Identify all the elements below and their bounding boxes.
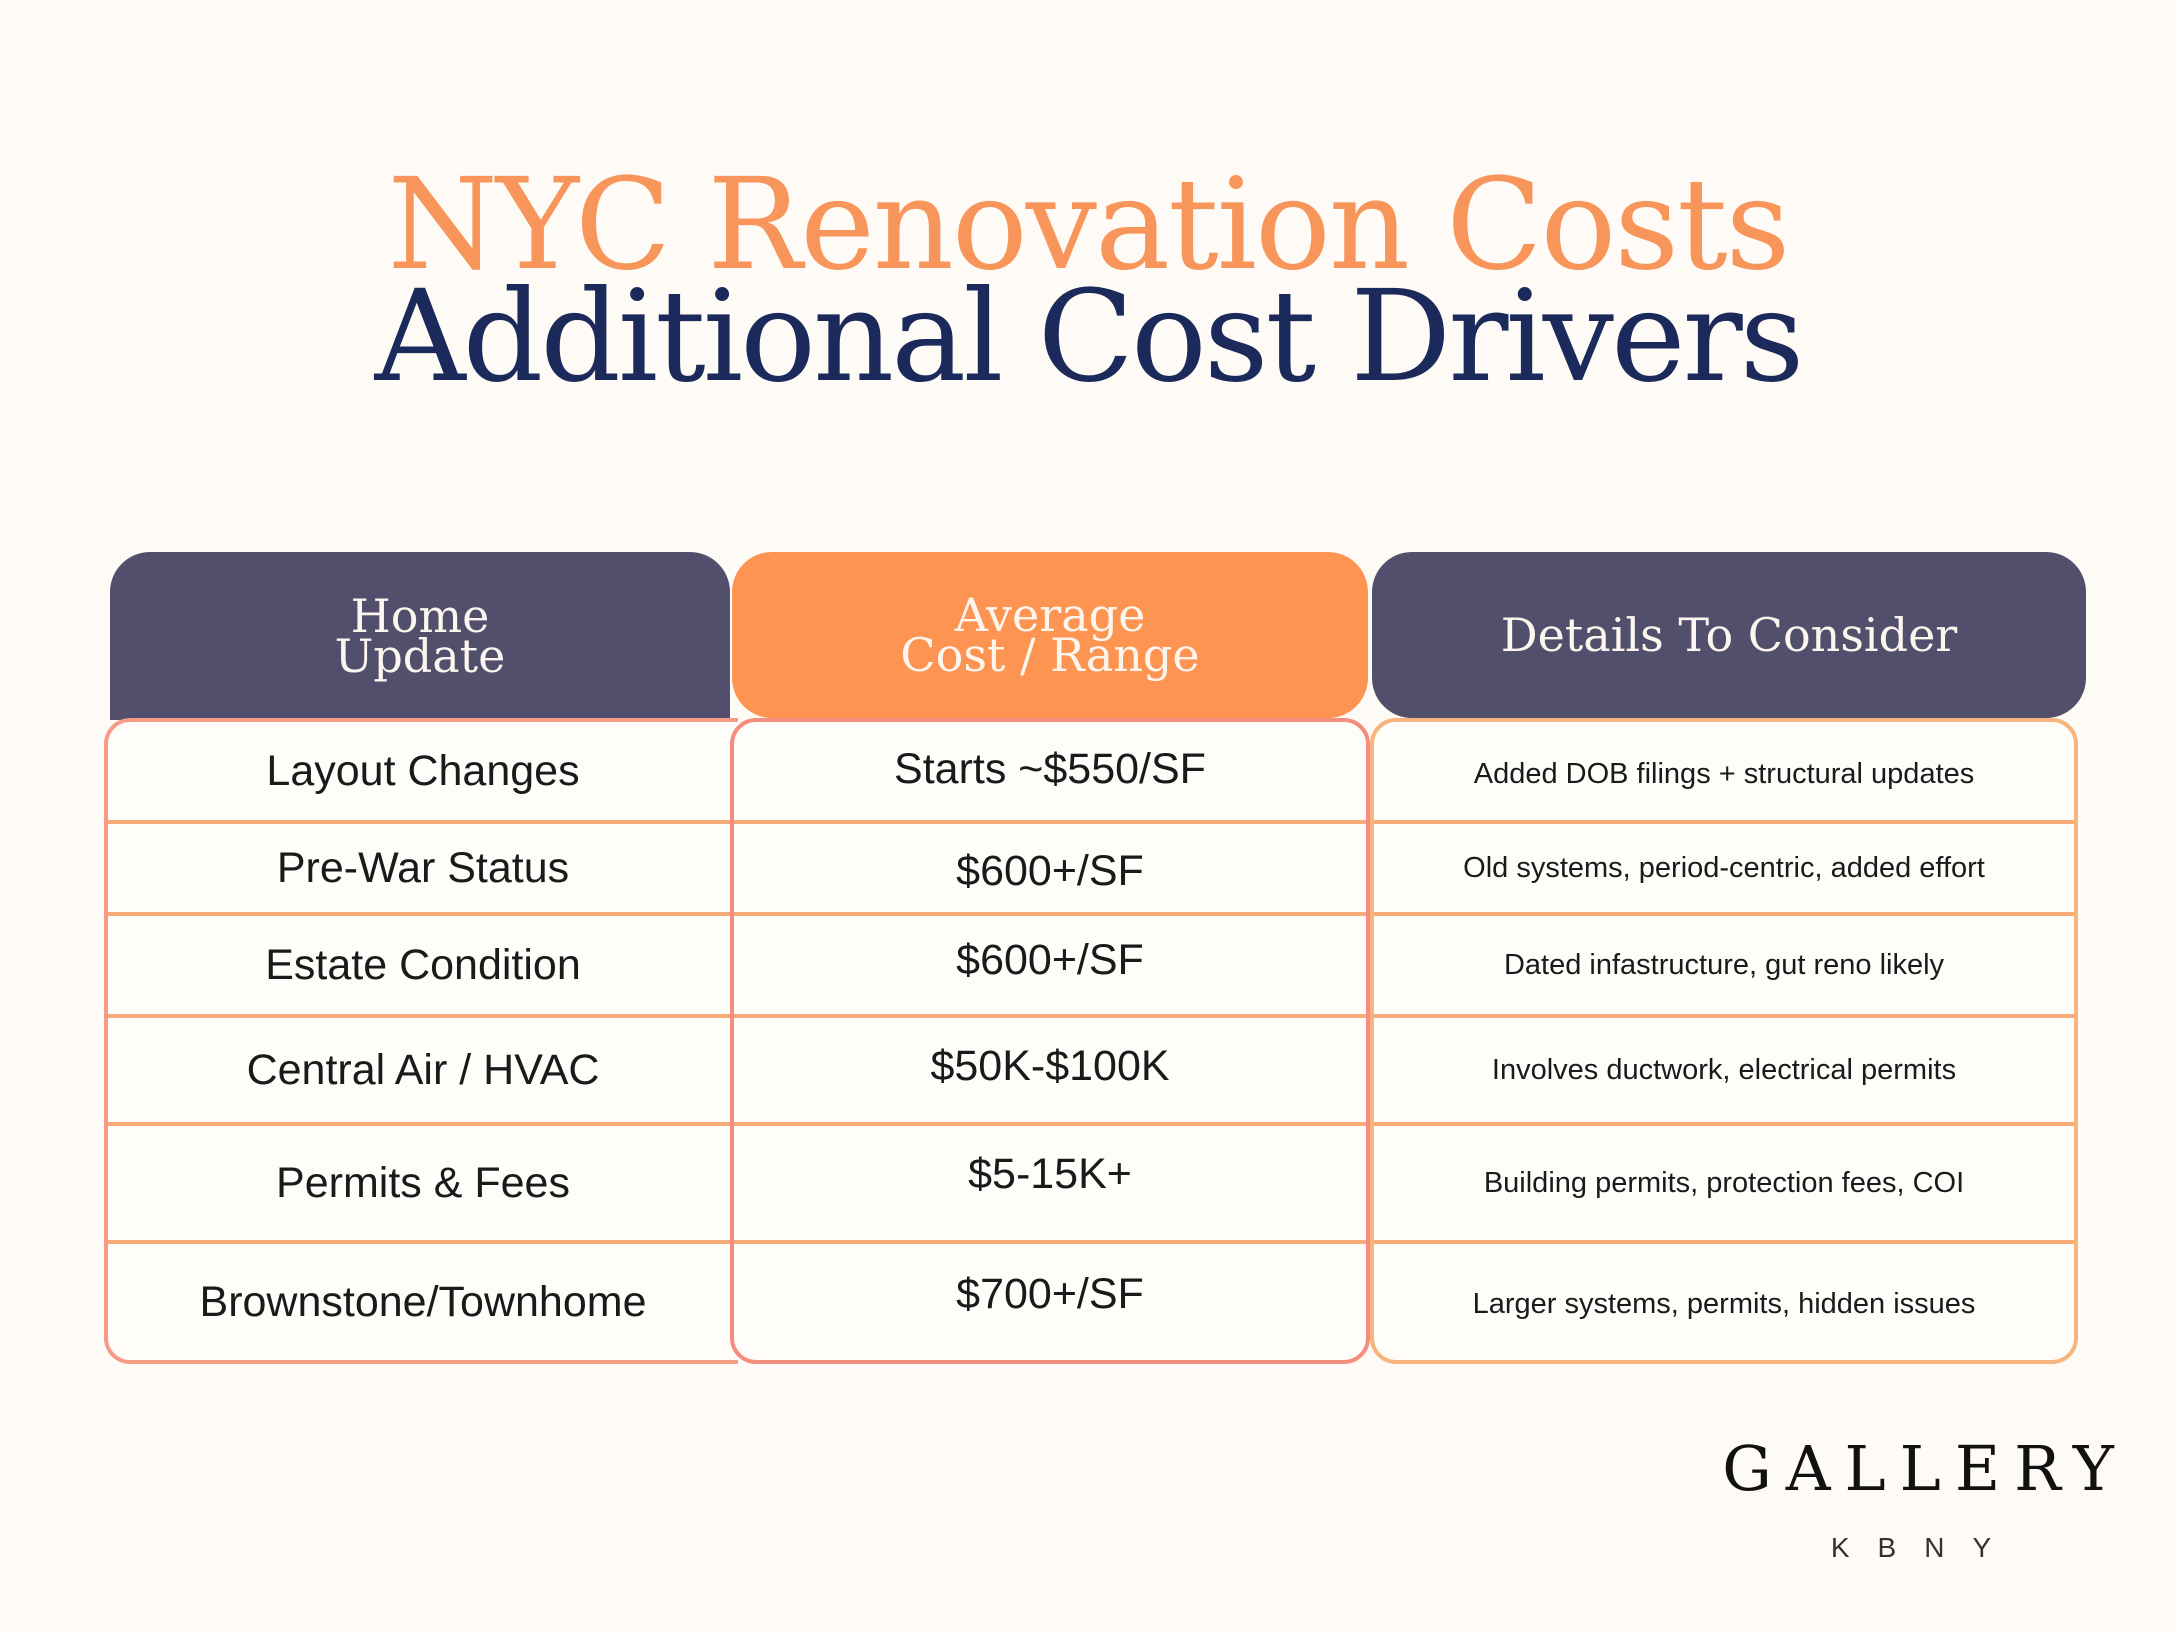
- column-details: [1370, 718, 2078, 1364]
- cell-cost-estate: $600+/SF: [956, 935, 1144, 984]
- cell-details-prewar: Old systems, period-centric, added effort: [1463, 851, 1985, 884]
- brand-logo-sub: KBNY: [1830, 1532, 2020, 1563]
- cell-cost-permits: $5-15K+: [968, 1149, 1132, 1198]
- cell-cost-layout: Starts ~$550/SF: [894, 744, 1206, 793]
- page-subtitle: Additional Cost Drivers: [374, 263, 1802, 410]
- cell-item-layout: Layout Changes: [266, 746, 580, 795]
- cell-details-brownstone: Larger systems, permits, hidden issues: [1472, 1287, 1976, 1320]
- cell-cost-brownstone: $700+/SF: [956, 1269, 1144, 1318]
- cell-item-brownstone: Brownstone/Townhome: [199, 1277, 647, 1326]
- column-home-update: [104, 718, 738, 1364]
- cell-item-permits: Permits & Fees: [276, 1158, 570, 1207]
- brand-logo: GALLERY: [1722, 1432, 2128, 1505]
- cell-details-permits: Building permits, protection fees, COI: [1483, 1166, 1965, 1199]
- cell-cost-hvac: $50K-$100K: [930, 1041, 1170, 1090]
- header-details: Details To Consider: [1372, 552, 2086, 718]
- cell-cost-prewar: $600+/SF: [956, 846, 1144, 895]
- cell-item-prewar: Pre-War Status: [276, 843, 570, 892]
- header-home-update: Home Update: [110, 552, 730, 720]
- cell-details-estate: Dated infastructure, gut reno likely: [1503, 948, 1945, 981]
- header-average-cost: Average Cost / Range: [732, 552, 1368, 718]
- cell-details-hvac: Involves ductwork, electrical permits: [1491, 1053, 1957, 1086]
- column-average-cost: [730, 718, 1370, 1364]
- cell-item-hvac: Central Air / HVAC: [246, 1045, 600, 1094]
- cell-details-layout: Added DOB filings + structural updates: [1473, 757, 1975, 790]
- cell-item-estate: Estate Condition: [265, 940, 581, 989]
- page-title: NYC Renovation Costs: [387, 151, 1789, 298]
